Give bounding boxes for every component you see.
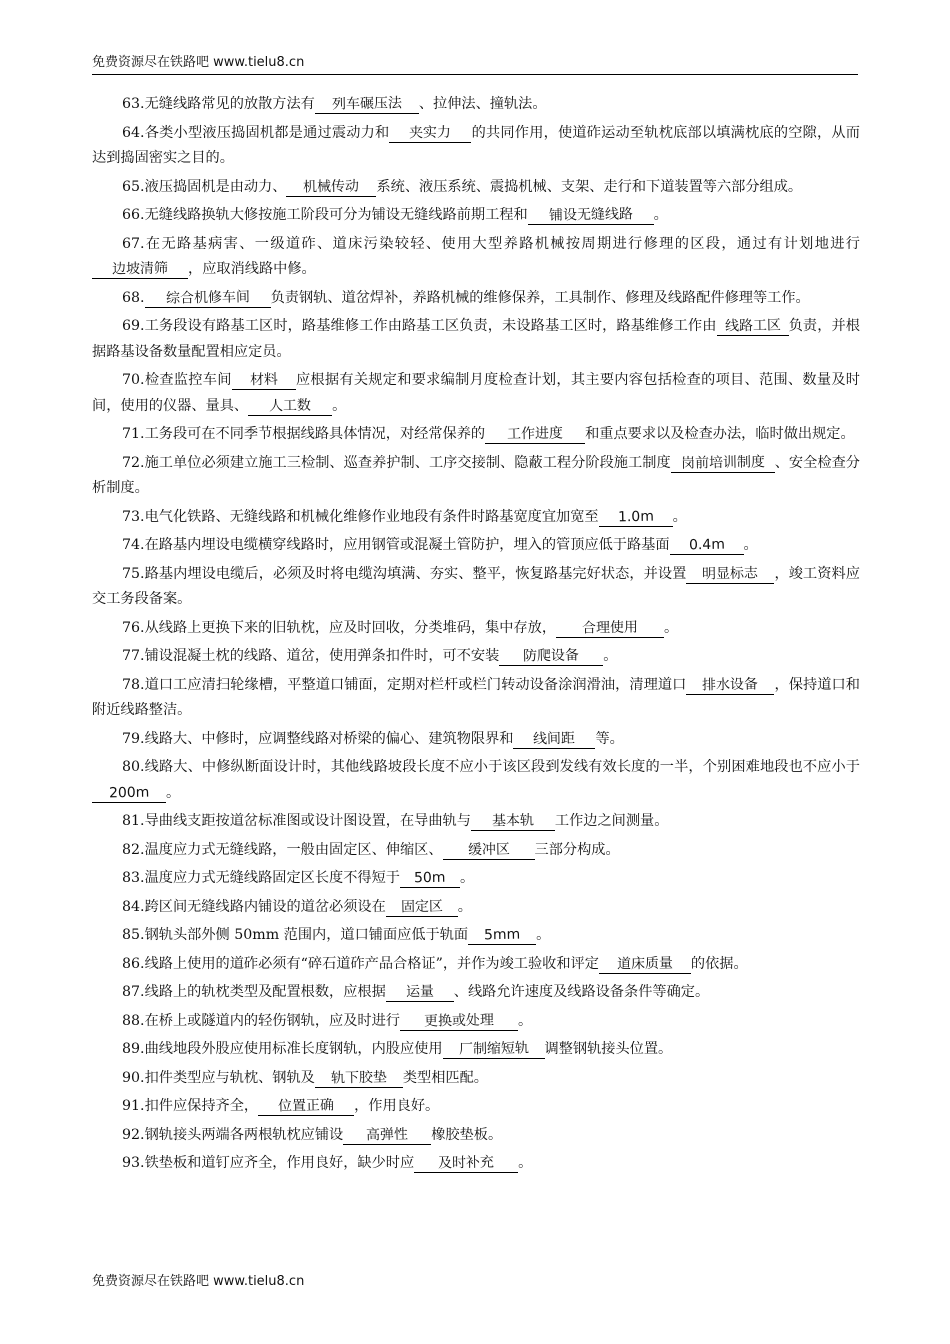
question-item: 79.线路大、中修时，应调整线路对桥梁的偏心、建筑物限界和 线间距 等。 — [122, 730, 624, 747]
page-header — [92, 54, 858, 75]
question-item: 63.无缝线路常见的放散方法有 列车碾压法 、拉伸法、撞轨法。 — [122, 95, 547, 113]
answer-blank: 机械传动 — [286, 179, 376, 197]
question-item: 83.温度应力式无缝线路固定区长度不得短于 50m 。 — [122, 869, 475, 887]
question-item: 73.电气化铁路、无缝线路和机械化维修作业地段有条件时路基宽度宜加宽至 1.0m 。 — [122, 508, 687, 525]
answer-blank: 缓冲区 — [443, 842, 535, 860]
page-footer — [92, 1270, 304, 1289]
question-item: 66.无缝线路换轨大修按施工阶段可分为铺设无缝线路前期工程和 铺设无缝线路 。 — [122, 206, 668, 224]
question-item: 69.工务段设有路基工区时，路基维修工作由路基工区负责，未设路基工区时，路基维修工作由 线路工区 负责，并根据路基设备数量配置相应定员。 — [92, 317, 860, 360]
question-item: 74.在路基内埋设电缆横穿线路时，应用钢管或混凝土管防护，埋入的管顶应低于路基面 0.4m 。 — [122, 536, 758, 554]
answer-blank: 轨下胶垫 — [315, 1070, 403, 1088]
answer-blank: 运量 — [386, 984, 454, 1002]
answer-blank: 及时补充 — [414, 1155, 518, 1173]
question-item: 75.路基内埋设电缆后，必须及时将电缆沟填满、夯实、整平，恢复路基完好状态，并设置 明显标志 ，竣工资料应交工务段备案。 — [92, 565, 860, 607]
question-item: 86.线路上使用的道砟必须有“碎石道砟产品合格证”，并作为竣工验收和评定 道床质量 的依据。 — [122, 955, 748, 972]
answer-blank: 材料 — [232, 372, 296, 390]
footer-text: 免费资源尽在铁路吧 www.tielu8.cn — [92, 1274, 305, 1289]
answer-blank: 边坡清筛 — [92, 261, 188, 279]
question-list — [92, 92, 860, 1180]
question-item: 64.各类小型液压捣固机都是通过震动力和 夹实力 的共同作用，使道砟运动至轨枕底部以填满枕底的空隙，从而达到捣固密实之目的。 — [92, 124, 860, 166]
answer-blank: 高弹性 — [343, 1127, 431, 1145]
answer-blank: 50m — [400, 870, 460, 888]
answer-blank: 防爬设备 — [499, 648, 603, 666]
question-item: 84.跨区间无缝线路内铺设的道岔必须设在 固定区 。 — [122, 898, 472, 915]
question-item: 85.钢轨头部外侧 50mm 范围内，道口铺面应低于轨面 5mm 。 — [122, 926, 551, 944]
question-item: 67.在无路基病害、一级道砟、道床污染较轻、使用大型养路机械按周期进行修理的区段，通过有计划地进行边坡清筛 ，应取消线路中修。 — [92, 232, 860, 283]
question-item: 65.液压捣固机是由动力、 机械传动 系统、液压系统、震捣机械、支架、走行和下道装置等六部分组成。 — [122, 178, 803, 195]
answer-blank: 更换或处理 — [400, 1013, 518, 1031]
question-item: 87.线路上的轨枕类型及配置根数，应根据 运量 、线路允许速度及线路设备条件等确定。 — [122, 983, 710, 1001]
answer-blank: 铺设无缝线路 — [528, 207, 654, 225]
answer-blank: 1.0m — [599, 509, 673, 527]
answer-blank: 200m — [92, 785, 166, 803]
question-item: 71.工务段可在不同季节根据线路具体情况，对经常保养的 工作进度 和重点要求以及检查办法，临时做出规定。 — [122, 425, 855, 443]
question-item: 80.线路大、中修纵断面设计时，其他线路坡段长度不应小于该区段到发线有效长度的一半，个别困难地段也不应小于200m 。 — [92, 755, 860, 806]
question-item: 68. 综合机修车间 负责钢轨、道岔焊补，养路机械的维修保养，工具制作、修理及线路配件修理等工作。 — [122, 288, 810, 307]
question-item: 72.施工单位必须建立施工三检制、巡查养护制、工序交接制、隐蔽工程分阶段施工制度 岗前培训制度 、安全检查分析制度。 — [92, 453, 860, 496]
answer-blank: 固定区 — [386, 899, 458, 917]
answer-blank: 综合机修车间 — [145, 290, 271, 308]
answer-blank: 人工数 — [248, 398, 332, 416]
answer-blank: 夹实力 — [389, 125, 471, 143]
question-item: 90.扣件类型应与轨枕、钢轨及 轨下胶垫 类型相匹配。 — [122, 1069, 488, 1086]
answer-blank: 列车碾压法 — [315, 96, 419, 114]
answer-blank: 线路工区 — [717, 318, 789, 336]
question-item: 93.铁垫板和道钉应齐全，作用良好，缺少时应 及时补充 。 — [122, 1154, 533, 1172]
answer-blank: 工作进度 — [485, 426, 585, 444]
answer-blank: 基本轨 — [471, 813, 555, 831]
question-item: 82.温度应力式无缝线路，一般由固定区、伸缩区、 缓冲区 三部分构成。 — [122, 841, 620, 858]
answer-blank: 厂制缩短轨 — [443, 1041, 545, 1059]
answer-blank: 位置正确 — [258, 1098, 354, 1116]
answer-blank: 0.4m — [670, 537, 744, 555]
answer-blank: 排水设备 — [686, 677, 774, 695]
answer-blank: 明显标志 — [686, 566, 774, 584]
answer-blank: 道床质量 — [599, 956, 691, 974]
question-item: 91.扣件应保持齐全， 位置正确 ，作用良好。 — [122, 1097, 440, 1115]
question-item: 76.从线路上更换下来的旧轨枕，应及时回收，分类堆码，集中存放， 合理使用 。 — [122, 619, 679, 636]
question-item: 78.道口工应清扫轮缘槽，平整道口铺面，定期对栏杆或栏门转动设备涂润滑油，清理道口 排水设备 ，保持道口和附近线路整洁。 — [92, 676, 860, 718]
answer-blank: 线间距 — [513, 731, 595, 749]
question-item: 70.检查监控车间 材料 应根据有关规定和要求编制月度检查计划，其主要内容包括检查的项目、范围、数量及时间，使用的仪器、量具、 人工数 。 — [92, 371, 860, 414]
question-item: 92.钢轨接头两端各两根轨枕应铺设 高弹性 橡胶垫板。 — [122, 1126, 503, 1143]
answer-blank: 合理使用 — [556, 620, 664, 638]
question-item: 89.曲线地段外股应使用标准长度钢轨，内股应使用 厂制缩短轨 调整钢轨接头位置。 — [122, 1040, 673, 1058]
header-text: 免费资源尽在铁路吧 www.tielu8.cn — [92, 55, 305, 70]
question-item: 88.在桥上或隧道内的轻伤钢轨，应及时进行 更换或处理 。 — [122, 1011, 533, 1030]
answer-blank: 岗前培训制度 — [671, 455, 775, 473]
question-item: 77.铺设混凝土枕的线路、道岔，使用弹条扣件时，可不安装 防爬设备 。 — [122, 647, 618, 665]
question-item: 81.导曲线支距按道岔标准图或设计图设置，在导曲轨与 基本轨 工作边之间测量。 — [122, 812, 669, 830]
answer-blank: 5mm — [468, 927, 536, 945]
